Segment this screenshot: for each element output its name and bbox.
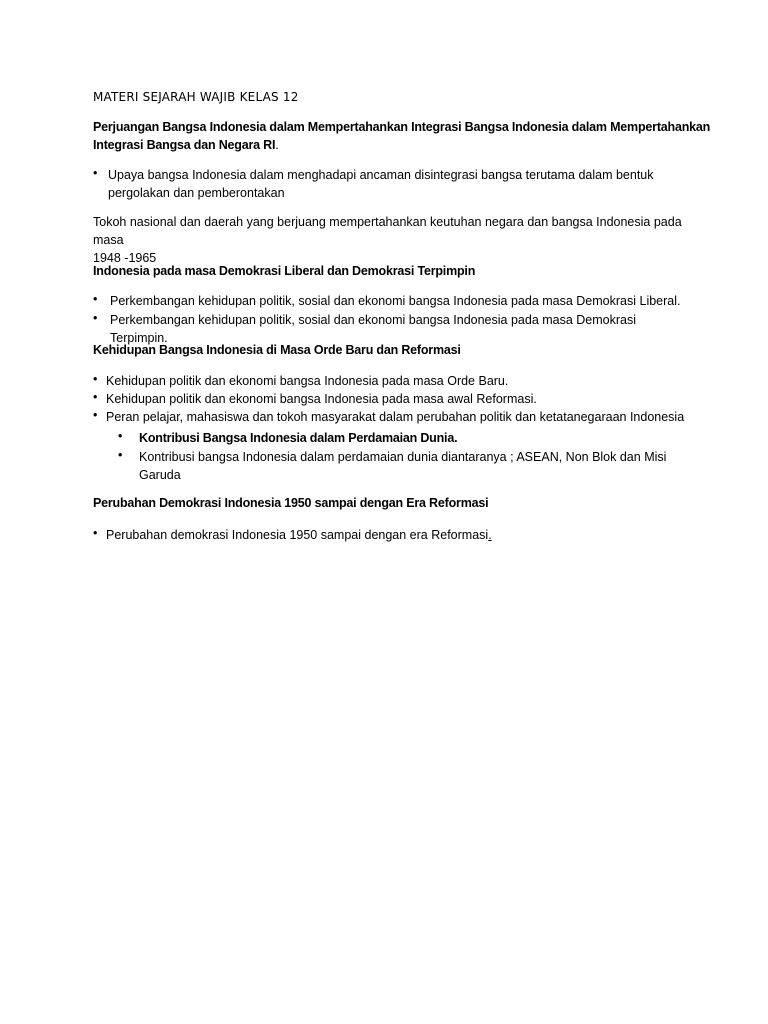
section1-paragraph-line1: Tokoh nasional dan daerah yang berjuang mempertahankan keutuhan negara dan bangsa Indonesia pada masa (93, 215, 682, 247)
section3-sub-heading: Kontribusi Bangsa Indonesia dalam Perdamaian Dunia. (139, 431, 458, 445)
section3-item-2: Kehidupan politik dan ekonomi bangsa Indonesia pada masa awal Reformasi. (106, 392, 537, 406)
section1-heading-line2 (93, 136, 713, 154)
section3-item-3: Peran pelajar, mahasiswa dan tokoh masyarakat dalam perubahan politik dan ketatanegaraan Indonesia (106, 410, 685, 424)
section1-heading (93, 118, 713, 154)
document-title: MATERI SEJARAH WAJIB KELAS 12 (93, 90, 299, 104)
section4-bullet-dot: • (93, 526, 98, 540)
section2-bullet-dot-1: • (93, 292, 98, 306)
section4-item-text: Perubahan demokrasi Indonesia 1950 sampai dengan era Reformasi (106, 528, 489, 542)
section3-bullet-dot-2: • (93, 390, 98, 404)
section2-bullet-dot-2: • (93, 311, 98, 325)
section1-heading-period: . (275, 138, 279, 152)
section3-sub-bullet-dot-1: • (118, 429, 123, 443)
section1-paragraph (93, 213, 693, 267)
section4-heading: Perubahan Demokrasi Indonesia 1950 sampai dengan Era Reformasi (93, 496, 489, 510)
section1-heading-line1: Perjuangan Bangsa Indonesia dalam Mempertahankan Integrasi Bangsa Indonesia dalam Mempertahankan (93, 120, 711, 134)
section1-bullet-dot: • (93, 166, 98, 180)
section3-sub-item-line2: Garuda (139, 468, 181, 482)
section1-bullet-item (108, 166, 688, 202)
section4-item (106, 526, 696, 544)
section1-bullet-line2: pergolakan dan pemberontakan (108, 186, 285, 200)
section2-heading: Indonesia pada masa Demokrasi Liberal dan Demokrasi Terpimpin (93, 264, 476, 278)
section3-sub-item (139, 448, 679, 484)
section2-item-1: Perkembangan kehidupan politik, sosial dan ekonomi bangsa Indonesia pada masa Demokrasi Liberal. (110, 294, 681, 308)
section1-bullet-line1: Upaya bangsa Indonesia dalam menghadapi ancaman disintegrasi bangsa terutama dalam bentuk (108, 168, 654, 182)
section1-paragraph-line2: 1948 -1965 (93, 251, 157, 265)
section4-item-period: . (488, 528, 492, 542)
section3-sub-bullet-dot-2: • (118, 448, 123, 462)
section3-bullet-dot-3: • (93, 408, 98, 422)
section2-item-2: Perkembangan kehidupan politik, sosial dan ekonomi bangsa Indonesia pada masa Demokrasi Terpimpin. (110, 313, 637, 345)
section3-bullet-dot-1: • (93, 372, 98, 386)
section3-heading: Kehidupan Bangsa Indonesia di Masa Orde Baru dan Reformasi (93, 343, 461, 357)
section1-heading-line2-text: Integrasi Bangsa dan Negara RI (93, 138, 276, 152)
section3-item-1: Kehidupan politik dan ekonomi bangsa Indonesia pada masa Orde Baru. (106, 374, 509, 388)
section3-sub-item-line1: Kontribusi bangsa Indonesia dalam perdamaian dunia diantaranya ; ASEAN, Non Blok dan Misi (139, 450, 667, 464)
